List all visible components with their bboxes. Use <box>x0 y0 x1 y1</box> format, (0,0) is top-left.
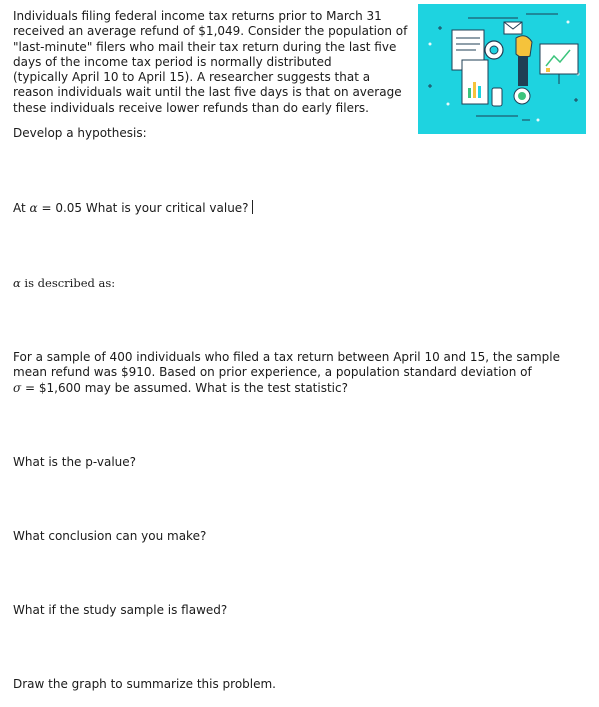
sample-line-3-text: = $1,600 may be assumed. What is the test statistic? <box>21 380 348 395</box>
envelope-icon <box>504 22 522 34</box>
conclusion-prompt: What conclusion can you make? <box>13 529 207 543</box>
sample-line-1: For a sample of 400 individuals who filed a tax return between April 10 and 15, the sample <box>13 350 560 364</box>
gear-icon <box>485 41 503 59</box>
sample-line-3 <box>13 381 573 396</box>
sample-info <box>13 350 573 396</box>
pvalue-prompt: What is the p-value? <box>13 455 137 469</box>
critical-prefix: At <box>13 201 30 215</box>
alpha-described-prompt <box>13 276 115 291</box>
alpha-described-text: is described as: <box>20 276 116 290</box>
phone-icon <box>492 88 502 106</box>
alpha-symbol: α <box>29 201 38 215</box>
graph-prompt: Draw the graph to summarize this problem. <box>13 677 276 691</box>
text-cursor[interactable] <box>252 200 253 214</box>
sigma-symbol: σ <box>13 380 22 395</box>
flawed-sample-prompt: What if the study sample is flawed? <box>13 603 228 617</box>
tax-illustration <box>418 4 586 134</box>
critical-value-prompt <box>13 200 253 216</box>
problem-intro: Individuals filing federal income tax returns prior to March 31 received an average refund of $1,049. Consider the population of "last-minute" filers who mail their tax return during the last five days of the income tax period is normally distributed (typically April 10 to April 15). A researcher suggests that a reason individuals wait until the last five days is that on average these individuals receive lower refunds than do early filers. <box>13 9 408 115</box>
critical-suffix: = 0.05 What is your critical value? <box>37 201 249 215</box>
sample-line-2: mean refund was $910. Based on prior experience, a population standard deviation of <box>13 365 532 380</box>
coin-icon <box>514 88 530 104</box>
hypothesis-prompt: Develop a hypothesis: <box>13 126 147 140</box>
alpha-symbol-2: α <box>13 276 21 290</box>
